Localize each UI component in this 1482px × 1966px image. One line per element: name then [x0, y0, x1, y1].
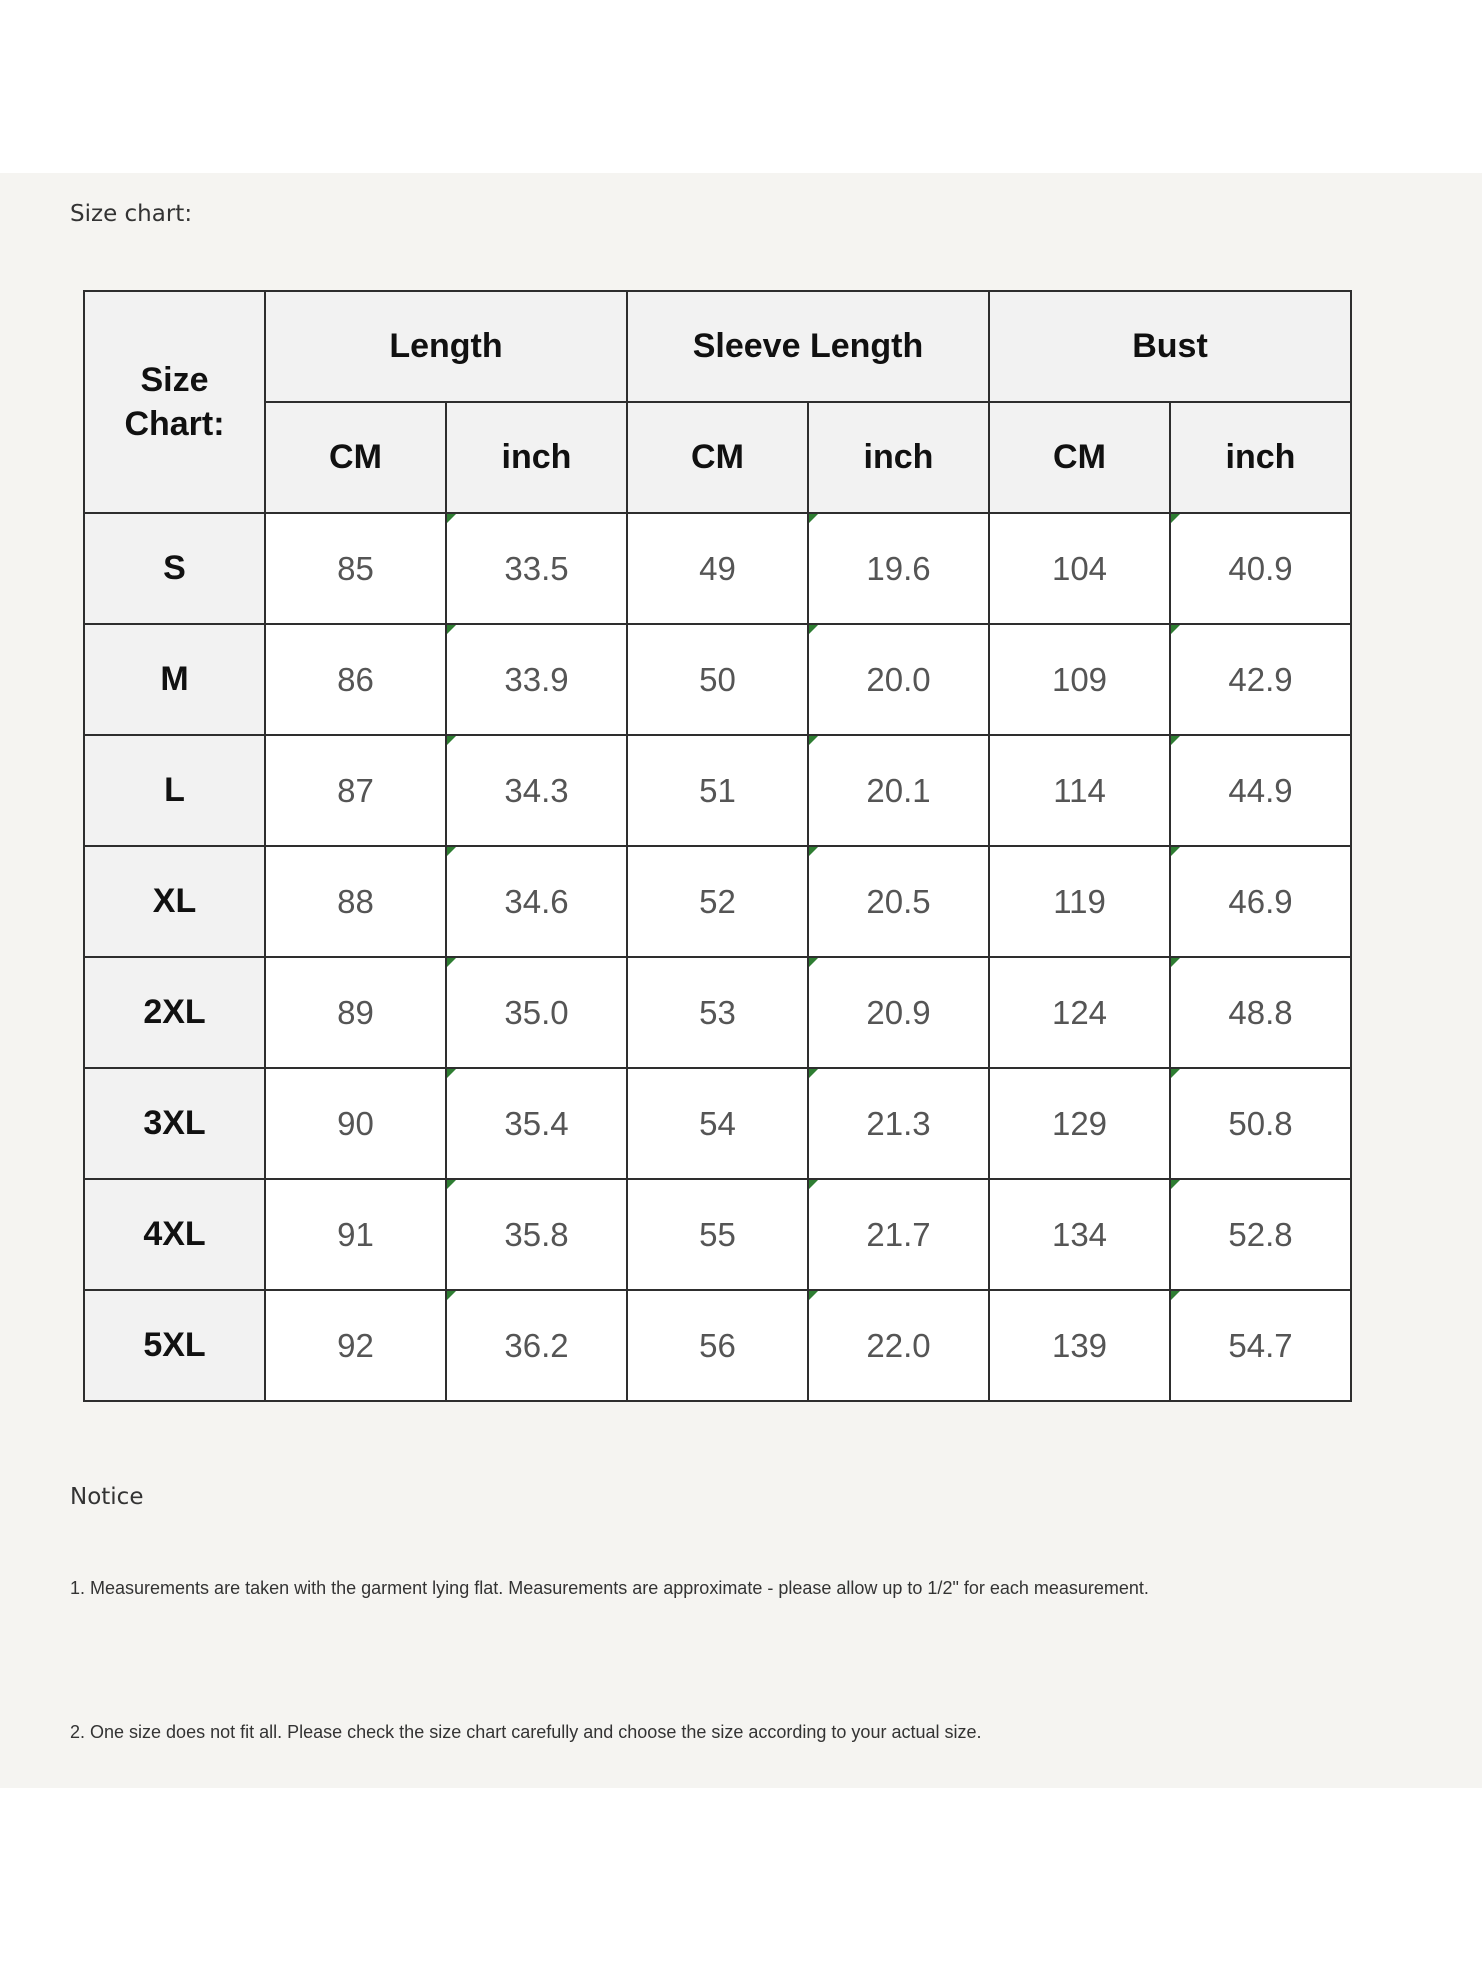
table-cell: 124 [989, 957, 1170, 1068]
table-cell: 91 [265, 1179, 446, 1290]
size-cell: 2XL [84, 957, 265, 1068]
table-row [84, 1179, 1351, 1290]
size-cell: M [84, 624, 265, 735]
table-cell: 49 [627, 513, 808, 624]
table-row [84, 624, 1351, 735]
notice-item: 2. One size does not fit all. Please check the size chart carefully and choose the size according to your actual size. [70, 1722, 982, 1742]
unit-header: inch [808, 402, 989, 513]
corner-label-size: Size [140, 361, 209, 399]
size-cell: 5XL [84, 1290, 265, 1401]
table-cell: 20.5 [808, 846, 989, 957]
table-cell: 46.9 [1170, 846, 1351, 957]
table-cell: 34.6 [446, 846, 627, 957]
table-cell: 119 [989, 846, 1170, 957]
table-cell: 44.9 [1170, 735, 1351, 846]
table-cell: 89 [265, 957, 446, 1068]
table-cell: 54 [627, 1068, 808, 1179]
header-sleeve-length: Sleeve Length [627, 291, 989, 402]
table-cell: 40.9 [1170, 513, 1351, 624]
table-cell: 21.7 [808, 1179, 989, 1290]
table-cell: 19.6 [808, 513, 989, 624]
corner-label-chart: Chart: [124, 405, 225, 443]
table-cell: 55 [627, 1179, 808, 1290]
table-unit-row [84, 402, 1351, 513]
table-cell: 88 [265, 846, 446, 957]
table-cell: 33.5 [446, 513, 627, 624]
header-length: Length [265, 291, 627, 402]
table-cell: 50 [627, 624, 808, 735]
table-cell: 52 [627, 846, 808, 957]
table-cell: 109 [989, 624, 1170, 735]
table-cell: 22.0 [808, 1290, 989, 1401]
unit-header: CM [627, 402, 808, 513]
table-cell: 20.0 [808, 624, 989, 735]
table-cell: 20.1 [808, 735, 989, 846]
table-cell: 50.8 [1170, 1068, 1351, 1179]
table-row [84, 846, 1351, 957]
notice-heading: Notice [70, 1484, 144, 1510]
table-header-row [84, 291, 1351, 402]
size-cell: 4XL [84, 1179, 265, 1290]
unit-header: CM [989, 402, 1170, 513]
table-cell: 35.4 [446, 1068, 627, 1179]
table-cell: 139 [989, 1290, 1170, 1401]
table-row [84, 513, 1351, 624]
unit-header: inch [446, 402, 627, 513]
table-cell: 87 [265, 735, 446, 846]
unit-header: inch [1170, 402, 1351, 513]
page-title: Size chart: [70, 201, 193, 227]
table-cell: 90 [265, 1068, 446, 1179]
table-cell: 92 [265, 1290, 446, 1401]
unit-header: CM [265, 402, 446, 513]
table-cell: 35.8 [446, 1179, 627, 1290]
size-chart-table [83, 290, 1352, 1402]
table-row [84, 1290, 1351, 1401]
table-row [84, 735, 1351, 846]
table-cell: 54.7 [1170, 1290, 1351, 1401]
table-cell: 104 [989, 513, 1170, 624]
header-bust: Bust [989, 291, 1351, 402]
table-cell: 35.0 [446, 957, 627, 1068]
table-cell: 129 [989, 1068, 1170, 1179]
table-cell: 34.3 [446, 735, 627, 846]
table-cell: 85 [265, 513, 446, 624]
table-cell: 134 [989, 1179, 1170, 1290]
table-cell: 51 [627, 735, 808, 846]
table-cell: 53 [627, 957, 808, 1068]
table-row [84, 1068, 1351, 1179]
table-cell: 48.8 [1170, 957, 1351, 1068]
table-cell: 114 [989, 735, 1170, 846]
size-cell: S [84, 513, 265, 624]
table-cell: 42.9 [1170, 624, 1351, 735]
size-chart-corner-header [84, 291, 265, 513]
size-cell: 3XL [84, 1068, 265, 1179]
table-cell: 36.2 [446, 1290, 627, 1401]
table-cell: 52.8 [1170, 1179, 1351, 1290]
table-cell: 56 [627, 1290, 808, 1401]
size-cell: L [84, 735, 265, 846]
table-cell: 86 [265, 624, 446, 735]
table-cell: 20.9 [808, 957, 989, 1068]
size-cell: XL [84, 846, 265, 957]
table-cell: 21.3 [808, 1068, 989, 1179]
notice-item: 1. Measurements are taken with the garment lying flat. Measurements are approximate - please allow up to 1/2" for each measurement. [70, 1578, 1149, 1598]
table-cell: 33.9 [446, 624, 627, 735]
table-row [84, 957, 1351, 1068]
